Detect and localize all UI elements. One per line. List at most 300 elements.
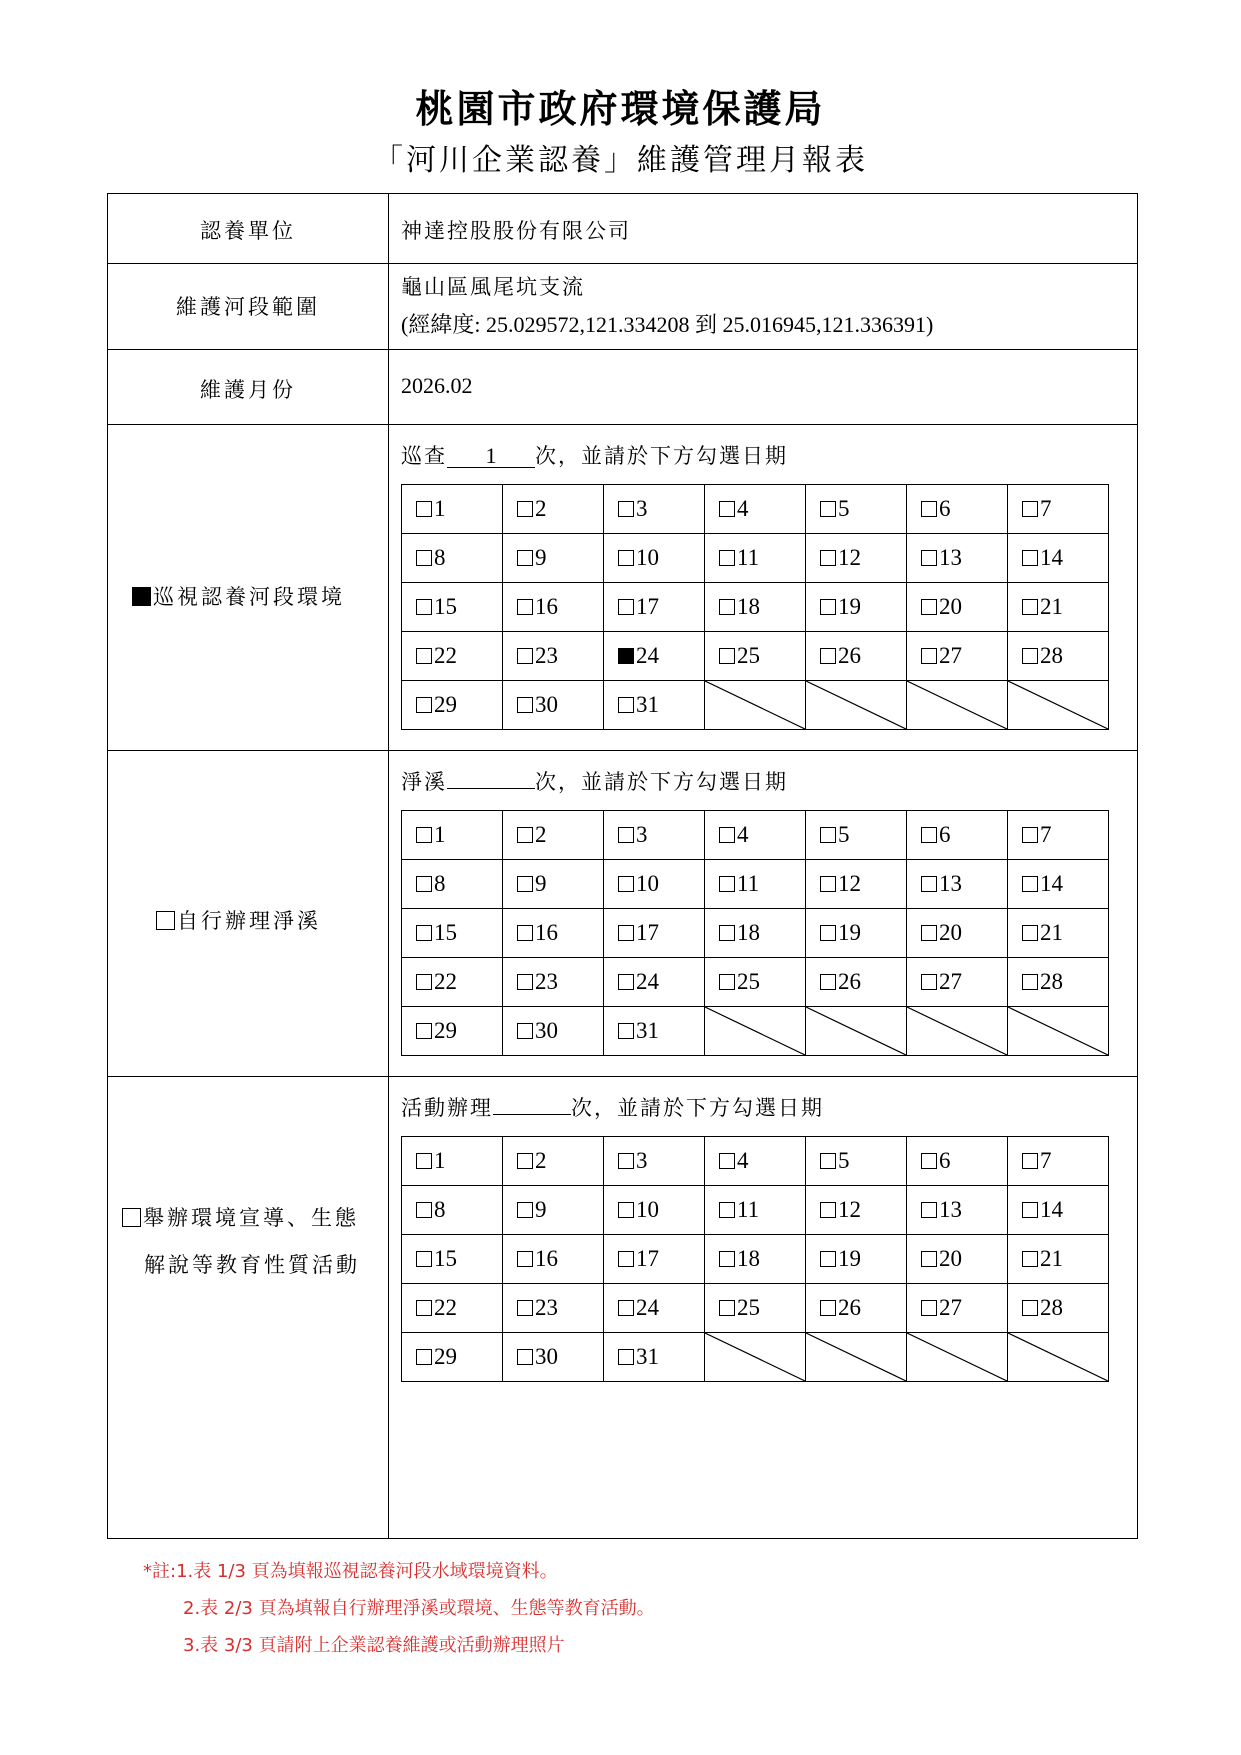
day-cell[interactable] <box>503 860 604 909</box>
day-checkbox[interactable] <box>719 1153 735 1169</box>
day-checkbox[interactable] <box>921 501 937 517</box>
day-cell[interactable] <box>604 1333 705 1382</box>
day-number: 16 <box>535 1246 558 1271</box>
footnote-3: 3.表 3/3 頁請附上企業認養維護或活動辦理照片 <box>183 1635 565 1656</box>
day-cell[interactable] <box>503 1333 604 1382</box>
day-checkbox[interactable] <box>618 599 634 615</box>
day-checkbox[interactable] <box>820 1251 836 1267</box>
section-label-text: 舉辦環境宣導、生態 <box>143 1206 359 1230</box>
day-number: 5 <box>838 496 850 521</box>
day-cell[interactable] <box>705 1235 806 1284</box>
day-checkbox[interactable] <box>416 501 432 517</box>
day-cell[interactable] <box>604 811 705 860</box>
calendar-row <box>402 632 1109 681</box>
day-checkbox[interactable] <box>416 1023 432 1039</box>
day-cell[interactable] <box>1008 1235 1109 1284</box>
day-checkbox[interactable] <box>1022 648 1038 664</box>
day-checkbox[interactable] <box>820 827 836 843</box>
section-label-text: 巡視認養河段環境 <box>153 585 345 609</box>
day-checkbox[interactable] <box>416 1202 432 1218</box>
day-cell[interactable] <box>1008 583 1109 632</box>
day-cell[interactable] <box>503 1137 604 1186</box>
day-cell[interactable] <box>503 1235 604 1284</box>
day-number: 27 <box>939 643 962 668</box>
day-cell[interactable] <box>503 1284 604 1333</box>
day-cell[interactable] <box>402 860 503 909</box>
day-checkbox[interactable] <box>517 550 533 566</box>
day-checkbox[interactable] <box>416 1153 432 1169</box>
day-checkbox[interactable] <box>1022 1300 1038 1316</box>
day-cell[interactable] <box>806 811 907 860</box>
day-checkbox[interactable] <box>921 1251 937 1267</box>
day-checkbox[interactable] <box>921 974 937 990</box>
day-number: 21 <box>1040 1246 1063 1271</box>
day-checkbox[interactable] <box>517 1202 533 1218</box>
day-cell[interactable] <box>806 1186 907 1235</box>
diagonal-strike <box>806 681 906 729</box>
day-cell[interactable] <box>806 485 907 534</box>
day-checkbox[interactable] <box>618 876 634 892</box>
day-number: 27 <box>939 969 962 994</box>
day-number: 7 <box>1040 822 1052 847</box>
day-number: 12 <box>838 1197 861 1222</box>
calendar-row <box>402 811 1109 860</box>
day-number: 3 <box>636 822 648 847</box>
day-checkbox[interactable] <box>618 697 634 713</box>
diagonal-strike <box>705 1333 805 1381</box>
range-coordinates: (經緯度: 25.029572,121.334208 到 25.016945,121.336391) <box>401 312 934 337</box>
day-number: 15 <box>434 920 457 945</box>
section-label <box>144 1249 360 1279</box>
calendar-row <box>402 583 1109 632</box>
day-number: 20 <box>939 920 962 945</box>
day-checkbox[interactable] <box>1022 827 1038 843</box>
day-cell[interactable] <box>503 958 604 1007</box>
day-checkbox[interactable] <box>416 648 432 664</box>
day-checkbox[interactable] <box>416 697 432 713</box>
day-cell[interactable] <box>907 909 1008 958</box>
empty-cell <box>705 681 806 730</box>
day-cell[interactable] <box>907 534 1008 583</box>
day-number: 25 <box>737 1295 760 1320</box>
day-cell[interactable] <box>503 681 604 730</box>
day-calendar <box>401 1136 1109 1382</box>
day-cell[interactable] <box>1008 534 1109 583</box>
day-number: 14 <box>1040 545 1063 570</box>
row-divider <box>108 263 1137 264</box>
day-number: 9 <box>535 1197 547 1222</box>
day-checkbox[interactable] <box>618 1349 634 1365</box>
day-cell[interactable] <box>503 485 604 534</box>
calendar-row <box>402 1137 1109 1186</box>
day-cell[interactable] <box>402 1333 503 1382</box>
day-cell[interactable] <box>503 1186 604 1235</box>
day-checkbox[interactable] <box>517 697 533 713</box>
range-label: 維護河段範圍 <box>176 295 320 319</box>
day-checkbox[interactable] <box>921 1202 937 1218</box>
day-checkbox[interactable] <box>618 501 634 517</box>
day-cell[interactable] <box>503 583 604 632</box>
day-cell[interactable] <box>806 1235 907 1284</box>
empty-cell <box>806 681 907 730</box>
day-cell[interactable] <box>604 909 705 958</box>
day-cell[interactable] <box>402 811 503 860</box>
day-checkbox[interactable] <box>517 1153 533 1169</box>
day-number: 18 <box>737 1246 760 1271</box>
day-cell[interactable] <box>402 1186 503 1235</box>
day-cell[interactable] <box>1008 958 1109 1007</box>
day-checkbox[interactable] <box>1022 925 1038 941</box>
day-number: 31 <box>636 1018 659 1043</box>
day-checkbox[interactable] <box>416 827 432 843</box>
day-cell[interactable] <box>806 958 907 1007</box>
day-number: 17 <box>636 1246 659 1271</box>
day-checkbox[interactable] <box>618 550 634 566</box>
day-number: 7 <box>1040 496 1052 521</box>
day-cell[interactable] <box>806 583 907 632</box>
day-cell[interactable] <box>503 632 604 681</box>
day-number: 22 <box>434 1295 457 1320</box>
day-cell[interactable] <box>503 909 604 958</box>
empty-cell <box>806 1333 907 1382</box>
day-cell[interactable] <box>604 1137 705 1186</box>
day-cell[interactable] <box>604 1186 705 1235</box>
day-checkbox[interactable] <box>618 1153 634 1169</box>
day-checkbox[interactable] <box>820 925 836 941</box>
day-cell[interactable] <box>402 485 503 534</box>
day-cell[interactable] <box>604 860 705 909</box>
day-checkbox[interactable] <box>719 648 735 664</box>
day-number: 24 <box>636 1295 659 1320</box>
day-number: 14 <box>1040 871 1063 896</box>
day-cell[interactable] <box>604 632 705 681</box>
day-number: 4 <box>737 496 749 521</box>
day-cell[interactable] <box>705 485 806 534</box>
section-instruction <box>401 766 788 796</box>
day-checkbox[interactable] <box>719 827 735 843</box>
day-cell[interactable] <box>1008 1186 1109 1235</box>
day-checkbox[interactable] <box>618 1023 634 1039</box>
day-cell[interactable] <box>402 1235 503 1284</box>
day-cell[interactable] <box>705 1186 806 1235</box>
day-number: 31 <box>636 1344 659 1369</box>
day-checkbox[interactable] <box>517 876 533 892</box>
footnote-1: *註:1.表 1/3 頁為填報巡視認養河段水域環境資料。 <box>143 1561 558 1582</box>
day-number: 22 <box>434 643 457 668</box>
section-label <box>122 1202 359 1232</box>
day-checkbox[interactable] <box>820 501 836 517</box>
day-checkbox[interactable] <box>1022 1153 1038 1169</box>
day-checkbox[interactable] <box>517 974 533 990</box>
day-cell[interactable] <box>907 1137 1008 1186</box>
diagonal-strike <box>705 1007 805 1055</box>
day-number: 3 <box>636 1148 648 1173</box>
day-checkbox[interactable] <box>416 974 432 990</box>
day-checkbox[interactable] <box>1022 1202 1038 1218</box>
day-cell[interactable] <box>806 909 907 958</box>
day-number: 15 <box>434 594 457 619</box>
day-checkbox[interactable] <box>921 599 937 615</box>
day-checkbox[interactable] <box>820 648 836 664</box>
day-checkbox[interactable] <box>618 648 634 664</box>
day-checkbox[interactable] <box>416 1300 432 1316</box>
day-checkbox[interactable] <box>719 1300 735 1316</box>
day-checkbox[interactable] <box>719 501 735 517</box>
day-checkbox[interactable] <box>719 1251 735 1267</box>
section-checkbox[interactable] <box>122 1208 141 1227</box>
day-checkbox[interactable] <box>618 1202 634 1218</box>
day-cell[interactable] <box>1008 909 1109 958</box>
day-cell[interactable] <box>1008 1137 1109 1186</box>
day-checkbox[interactable] <box>517 1349 533 1365</box>
day-number: 28 <box>1040 969 1063 994</box>
day-checkbox[interactable] <box>618 1251 634 1267</box>
day-cell[interactable] <box>1008 1284 1109 1333</box>
day-number: 6 <box>939 496 951 521</box>
day-number: 24 <box>636 969 659 994</box>
day-cell[interactable] <box>402 681 503 730</box>
section-instruction <box>401 1092 824 1122</box>
day-cell[interactable] <box>1008 811 1109 860</box>
day-checkbox[interactable] <box>921 1153 937 1169</box>
day-checkbox[interactable] <box>618 827 634 843</box>
day-checkbox[interactable] <box>618 925 634 941</box>
day-cell[interactable] <box>907 485 1008 534</box>
day-checkbox[interactable] <box>517 827 533 843</box>
day-checkbox[interactable] <box>719 876 735 892</box>
day-cell[interactable] <box>503 1007 604 1056</box>
day-cell[interactable] <box>705 632 806 681</box>
day-cell[interactable] <box>402 534 503 583</box>
day-checkbox[interactable] <box>517 501 533 517</box>
day-checkbox[interactable] <box>618 974 634 990</box>
day-number: 2 <box>535 496 547 521</box>
day-checkbox[interactable] <box>517 1300 533 1316</box>
diagonal-strike <box>907 1007 1007 1055</box>
day-checkbox[interactable] <box>719 1202 735 1218</box>
day-cell[interactable] <box>503 811 604 860</box>
day-checkbox[interactable] <box>416 1251 432 1267</box>
day-checkbox[interactable] <box>517 648 533 664</box>
day-checkbox[interactable] <box>416 1349 432 1365</box>
day-checkbox[interactable] <box>719 974 735 990</box>
diagonal-strike <box>1008 1333 1108 1381</box>
day-number: 26 <box>838 969 861 994</box>
day-cell[interactable] <box>604 1235 705 1284</box>
day-cell[interactable] <box>705 909 806 958</box>
day-cell[interactable] <box>604 1284 705 1333</box>
day-checkbox[interactable] <box>820 1300 836 1316</box>
day-number: 11 <box>737 1197 760 1222</box>
day-number: 27 <box>939 1295 962 1320</box>
day-number: 28 <box>1040 643 1063 668</box>
day-checkbox[interactable] <box>719 599 735 615</box>
day-checkbox[interactable] <box>1022 974 1038 990</box>
day-checkbox[interactable] <box>921 1300 937 1316</box>
day-number: 16 <box>535 920 558 945</box>
day-cell[interactable] <box>705 811 806 860</box>
count-field[interactable]: 1 <box>447 445 535 468</box>
day-number: 31 <box>636 692 659 717</box>
day-checkbox[interactable] <box>820 876 836 892</box>
report-form <box>107 193 1138 1539</box>
day-cell[interactable] <box>907 860 1008 909</box>
day-checkbox[interactable] <box>517 1023 533 1039</box>
row-divider <box>108 424 1137 425</box>
count-field[interactable] <box>493 1114 571 1115</box>
day-number: 12 <box>838 545 861 570</box>
section-label <box>156 905 321 935</box>
day-cell[interactable] <box>705 958 806 1007</box>
day-number: 23 <box>535 643 558 668</box>
day-checkbox[interactable] <box>820 1202 836 1218</box>
day-checkbox[interactable] <box>820 1153 836 1169</box>
day-checkbox[interactable] <box>921 925 937 941</box>
day-number: 3 <box>636 496 648 521</box>
day-number: 19 <box>838 1246 861 1271</box>
calendar-row <box>402 1333 1109 1382</box>
day-number: 30 <box>535 692 558 717</box>
day-number: 29 <box>434 692 457 717</box>
section-checkbox[interactable] <box>156 911 175 930</box>
page-subtitle: 「河川企業認養」維護管理月報表 <box>373 143 868 178</box>
day-checkbox[interactable] <box>416 876 432 892</box>
day-checkbox[interactable] <box>416 925 432 941</box>
day-number: 9 <box>535 545 547 570</box>
day-number: 6 <box>939 822 951 847</box>
day-cell[interactable] <box>402 1284 503 1333</box>
instruction-suffix: 次，並請於下方勾選日期 <box>535 770 788 794</box>
day-cell[interactable] <box>907 632 1008 681</box>
day-number: 18 <box>737 920 760 945</box>
day-number: 20 <box>939 594 962 619</box>
day-checkbox[interactable] <box>719 550 735 566</box>
column-divider <box>388 194 389 1538</box>
day-cell[interactable] <box>705 1137 806 1186</box>
day-cell[interactable] <box>402 1007 503 1056</box>
day-number: 19 <box>838 594 861 619</box>
count-field[interactable] <box>447 788 535 789</box>
day-checkbox[interactable] <box>517 599 533 615</box>
day-checkbox[interactable] <box>517 925 533 941</box>
day-cell[interactable] <box>907 1186 1008 1235</box>
calendar-row <box>402 1186 1109 1235</box>
day-number: 28 <box>1040 1295 1063 1320</box>
day-checkbox[interactable] <box>1022 1251 1038 1267</box>
diagonal-strike <box>907 1333 1007 1381</box>
day-cell[interactable] <box>806 632 907 681</box>
day-cell[interactable] <box>806 1137 907 1186</box>
day-cell[interactable] <box>1008 632 1109 681</box>
day-checkbox[interactable] <box>517 1251 533 1267</box>
day-cell[interactable] <box>604 958 705 1007</box>
day-cell[interactable] <box>907 811 1008 860</box>
day-cell[interactable] <box>604 1007 705 1056</box>
day-cell[interactable] <box>1008 485 1109 534</box>
day-number: 30 <box>535 1018 558 1043</box>
section-label-text: 自行辦理淨溪 <box>177 909 321 933</box>
instruction-suffix: 次，並請於下方勾選日期 <box>571 1096 824 1120</box>
day-checkbox[interactable] <box>618 1300 634 1316</box>
day-cell[interactable] <box>402 1137 503 1186</box>
row-divider <box>108 1076 1137 1077</box>
calendar-row <box>402 534 1109 583</box>
day-checkbox[interactable] <box>921 550 937 566</box>
day-checkbox[interactable] <box>1022 550 1038 566</box>
day-cell[interactable] <box>907 1235 1008 1284</box>
section-instruction <box>401 440 788 470</box>
day-cell[interactable] <box>907 583 1008 632</box>
day-number: 23 <box>535 1295 558 1320</box>
empty-cell <box>907 681 1008 730</box>
day-cell[interactable] <box>705 1284 806 1333</box>
calendar-row <box>402 860 1109 909</box>
day-number: 24 <box>636 643 659 668</box>
day-number: 26 <box>838 1295 861 1320</box>
day-checkbox[interactable] <box>1022 501 1038 517</box>
calendar-row <box>402 958 1109 1007</box>
day-cell[interactable] <box>705 860 806 909</box>
day-cell[interactable] <box>402 632 503 681</box>
day-cell[interactable] <box>402 958 503 1007</box>
day-cell[interactable] <box>604 534 705 583</box>
footnotes <box>143 1553 655 1664</box>
day-checkbox[interactable] <box>820 974 836 990</box>
day-cell[interactable] <box>907 1284 1008 1333</box>
empty-cell <box>1008 1333 1109 1382</box>
day-cell[interactable] <box>503 534 604 583</box>
day-checkbox[interactable] <box>719 925 735 941</box>
day-cell[interactable] <box>806 860 907 909</box>
footnote-2: 2.表 2/3 頁為填報自行辦理淨溪或環境、生態等教育活動。 <box>183 1598 655 1619</box>
day-cell[interactable] <box>705 534 806 583</box>
day-number: 19 <box>838 920 861 945</box>
day-number: 10 <box>636 545 659 570</box>
day-number: 21 <box>1040 920 1063 945</box>
day-checkbox[interactable] <box>1022 876 1038 892</box>
day-cell[interactable] <box>1008 860 1109 909</box>
day-cell[interactable] <box>604 485 705 534</box>
day-checkbox[interactable] <box>820 599 836 615</box>
day-checkbox[interactable] <box>921 827 937 843</box>
empty-cell <box>806 1007 907 1056</box>
day-calendar <box>401 810 1109 1056</box>
diagonal-strike <box>1008 681 1108 729</box>
day-cell[interactable] <box>806 534 907 583</box>
calendar-row <box>402 485 1109 534</box>
day-checkbox[interactable] <box>820 550 836 566</box>
day-cell[interactable] <box>402 909 503 958</box>
instruction-prefix: 淨溪 <box>401 770 447 794</box>
day-cell[interactable] <box>604 583 705 632</box>
day-checkbox[interactable] <box>921 876 937 892</box>
section-checkbox[interactable] <box>132 587 151 606</box>
day-number: 1 <box>434 496 446 521</box>
day-cell[interactable] <box>402 583 503 632</box>
day-checkbox[interactable] <box>416 550 432 566</box>
day-cell[interactable] <box>705 583 806 632</box>
day-cell[interactable] <box>604 681 705 730</box>
empty-cell <box>705 1007 806 1056</box>
day-checkbox[interactable] <box>921 648 937 664</box>
day-checkbox[interactable] <box>416 599 432 615</box>
day-cell[interactable] <box>907 958 1008 1007</box>
empty-cell <box>705 1333 806 1382</box>
day-cell[interactable] <box>806 1284 907 1333</box>
day-number: 7 <box>1040 1148 1052 1173</box>
calendar-row <box>402 1284 1109 1333</box>
day-checkbox[interactable] <box>1022 599 1038 615</box>
